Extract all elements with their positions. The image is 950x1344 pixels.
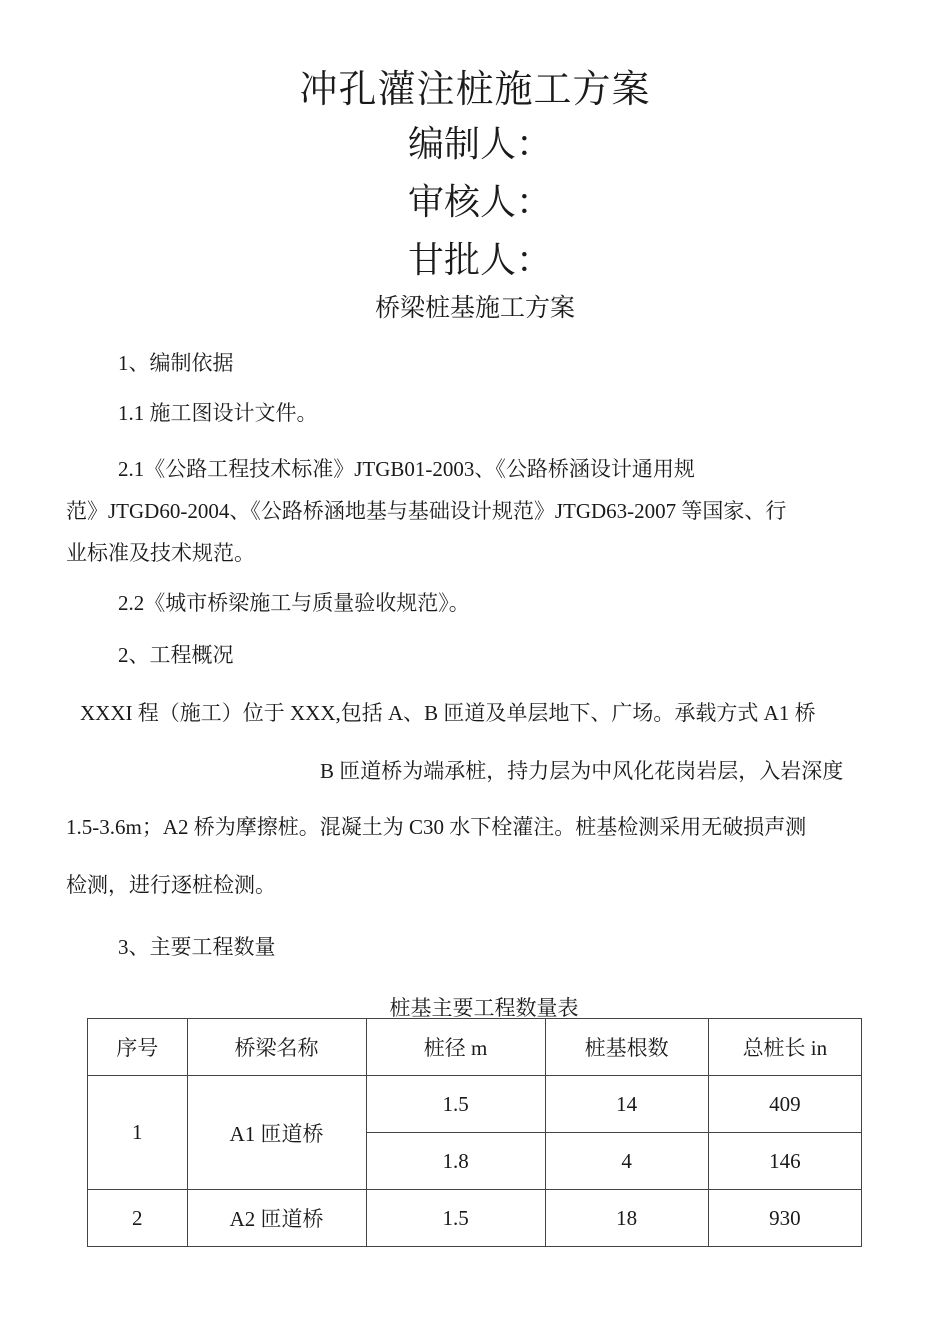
overview-line-3: 1.5-3.6m；A2 桥为摩擦桩。混凝土为 C30 水下栓灌注。桩基检测采用无破损声测 — [66, 815, 807, 839]
cell-total-length: 930 — [708, 1190, 861, 1247]
cell-pile-count: 14 — [545, 1076, 708, 1133]
cell-no: 1 — [88, 1076, 188, 1190]
header-cell-diameter: 桩径 m — [366, 1019, 545, 1076]
section-2-heading: 2、工程概况 — [118, 643, 234, 667]
table-header-row — [88, 1019, 862, 1076]
table-row — [88, 1190, 862, 1247]
basis-item-2-2: 2.2《城市桥梁施工与质量验收规范》。 — [118, 591, 470, 615]
cell-total-length: 146 — [708, 1133, 861, 1190]
approver-label: 甘批人： — [407, 240, 552, 281]
document-title: 冲孔灌注桩施工方案 — [299, 67, 651, 111]
cell-total-length: 409 — [708, 1076, 861, 1133]
cell-pile-count: 4 — [545, 1133, 708, 1190]
header-cell-bridge-name: 桥梁名称 — [187, 1019, 366, 1076]
overview-line-4: 检测，进行逐桩检测。 — [66, 873, 276, 897]
section-3-heading: 3、主要工程数量 — [118, 935, 276, 959]
basis-item-1-1: 1.1 施工图设计文件。 — [118, 401, 318, 425]
compiler-label: 编制人： — [407, 124, 552, 165]
cell-bridge-name: A2 匝道桥 — [187, 1190, 366, 1247]
header-cell-no: 序号 — [88, 1019, 188, 1076]
overview-line-1: XXXI 程（施工）位于 XXX,包括 A、B 匝道及单层地下、广场。承载方式 A1 桥 — [80, 701, 816, 725]
table-title: 桩基主要工程数量表 — [389, 996, 579, 1020]
cell-pile-count: 18 — [545, 1190, 708, 1247]
reviewer-label: 审核人： — [407, 182, 552, 223]
section-1-heading: 1、编制依据 — [118, 351, 234, 375]
overview-line-2: B 匝道桥为端承桩，持力层为中风化花岗岩层，入岩深度 — [320, 759, 844, 783]
basis-item-2-1-line-2: 范》JTGD60-2004、《公路桥涵地基与基础设计规范》JTGD63-2007 等国家、行 — [66, 499, 787, 523]
document-subtitle: 桥梁桩基施工方案 — [374, 293, 575, 322]
cell-diameter: 1.5 — [366, 1076, 545, 1133]
cell-diameter: 1.8 — [366, 1133, 545, 1190]
quantity-table — [87, 1018, 862, 1247]
cell-bridge-name: A1 匝道桥 — [187, 1076, 366, 1190]
table-row — [88, 1076, 862, 1133]
basis-item-2-1-line-1: 2.1《公路工程技术标准》JTGB01-2003、《公路桥涵设计通用规 — [118, 457, 695, 481]
cell-diameter: 1.5 — [366, 1190, 545, 1247]
cell-no: 2 — [88, 1190, 188, 1247]
header-cell-total-length: 总桩长 in — [708, 1019, 861, 1076]
header-cell-pile-count: 桩基根数 — [545, 1019, 708, 1076]
basis-item-2-1-line-3: 业标准及技术规范。 — [66, 541, 255, 565]
